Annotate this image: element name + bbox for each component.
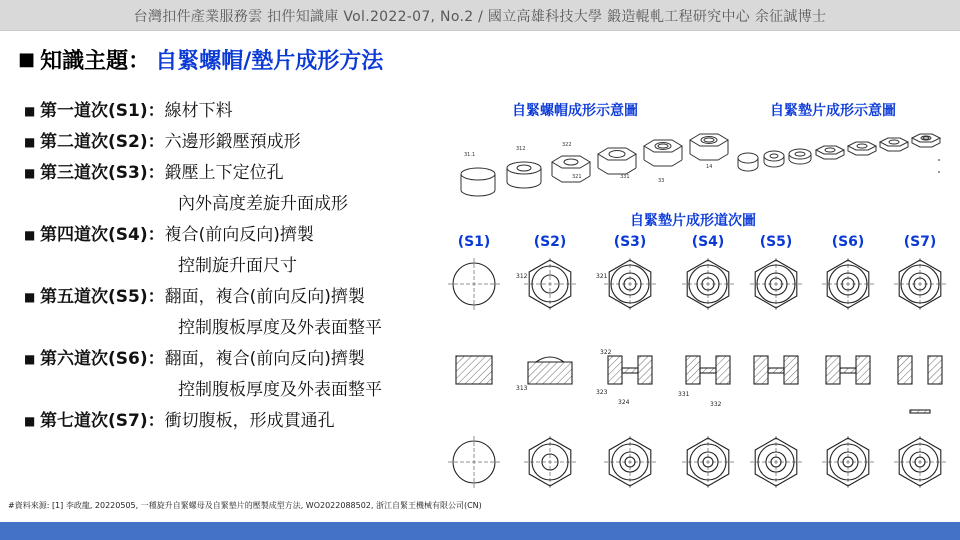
header-text: 台灣扣件產業服務雲 扣件知識庫 Vol.2022-07, No.2 / 國立高雄科技大學 鍛造輥軋工程研究中心 余征誠博士 (133, 9, 827, 25)
stage-label: (S5) (759, 234, 793, 250)
title-label: 知識主題： (40, 49, 151, 74)
washer-forming-illustration (736, 124, 946, 184)
step-row (24, 220, 444, 251)
step-bullet: ■ (24, 414, 36, 428)
sequence-drawings (444, 256, 944, 496)
nut-forming-illustration (444, 124, 734, 204)
sequence-caption: 自緊墊片成形道次圖 (630, 213, 756, 229)
step-row (24, 189, 444, 220)
stage-label: (S4) (691, 234, 725, 250)
step-desc: 複合(前向反向)擠製 (164, 225, 314, 245)
step-row (24, 344, 444, 375)
nut-callout: 331 (620, 174, 630, 180)
step-row (24, 251, 444, 282)
step-label: 第六道次(S6)： (40, 349, 165, 369)
dimension-label: 324 (618, 399, 630, 406)
step-row (24, 313, 444, 344)
step-label: 第二道次(S2)： (40, 132, 165, 152)
step-label: 第五道次(S5)： (40, 287, 165, 307)
step-desc: 衝切腹板，形成貫通孔 (164, 411, 335, 431)
nut-callout: 31.1 (464, 152, 476, 158)
step-desc: 內外高度差旋升面成形 (178, 194, 348, 214)
step-desc: 翻面，複合(前向反向)擠製 (164, 349, 365, 369)
stage-label: (S2) (533, 234, 567, 250)
dimension-label: 321 (596, 273, 608, 280)
washer-caption: 自緊墊片成形示意圖 (770, 103, 896, 119)
step-bullet: ■ (24, 290, 36, 304)
stage-label: (S3) (613, 234, 647, 250)
step-row (24, 158, 444, 189)
stage-label: (S1) (457, 234, 491, 250)
step-row (24, 375, 444, 406)
page-title (18, 44, 383, 80)
dimension-label: 323 (596, 389, 608, 396)
dimension-label: 313 (516, 385, 528, 392)
dimension-label: 332 (710, 401, 722, 408)
figure-panel (444, 96, 944, 516)
step-label: 第三道次(S3)： (40, 163, 165, 183)
step-bullet: ■ (24, 228, 36, 242)
step-row (24, 406, 444, 437)
step-row (24, 127, 444, 158)
footer-bar (0, 522, 960, 540)
step-bullet: ■ (24, 166, 36, 180)
dimension-label: 322 (600, 349, 612, 356)
title-topic: 自緊螺帽/墊片成形方法 (155, 49, 384, 74)
step-desc: 六邊形鍛壓預成形 (164, 132, 301, 152)
step-desc: 控制旋升面尺寸 (178, 256, 297, 276)
nut-callout: 33 (658, 178, 665, 184)
dimension-label: 331 (678, 391, 690, 398)
step-desc: 控制腹板厚度及外表面整平 (178, 380, 382, 400)
source-note: #資料來源: [1] 李政龍, 20220505, 一種旋升自緊螺母及自緊墊片的壓製成型方法, WO2022088502, 浙江自緊王機械有限公司(CN) (8, 501, 482, 510)
step-list (24, 96, 444, 437)
step-label: 第七道次(S7)： (40, 411, 165, 431)
header-bar (0, 0, 960, 31)
nut-callout: 14 (706, 164, 713, 170)
stage-label: (S7) (903, 234, 937, 250)
step-label: 第四道次(S4)： (40, 225, 165, 245)
nut-caption: 自緊螺帽成形示意圖 (512, 103, 638, 119)
dimension-label: 312 (516, 273, 528, 280)
step-row (24, 282, 444, 313)
nut-callout: 312 (516, 146, 526, 152)
nut-callout: 322 (562, 142, 572, 148)
stage-label: (S6) (831, 234, 865, 250)
step-bullet: ■ (24, 352, 36, 366)
step-desc: 線材下料 (164, 101, 233, 121)
step-desc: 鍛壓上下定位孔 (164, 163, 284, 183)
step-desc: 控制腹板厚度及外表面整平 (178, 318, 382, 338)
step-label: 第一道次(S1)： (40, 101, 165, 121)
nut-callout: 321 (572, 174, 582, 180)
step-bullet: ■ (24, 135, 36, 149)
step-row (24, 96, 444, 127)
step-bullet: ■ (24, 104, 36, 118)
title-bullet: ■ (18, 49, 36, 70)
step-desc: 翻面，複合(前向反向)擠製 (164, 287, 365, 307)
